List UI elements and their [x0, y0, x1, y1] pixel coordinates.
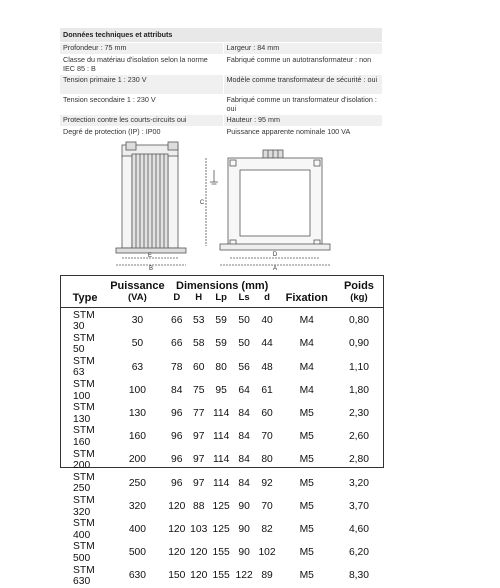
attribute-cell: Fabriqué comme un transformateur d'isolation : oui: [223, 95, 382, 115]
cell-poids: 0,90: [348, 338, 369, 350]
cell-type: STM 200: [73, 448, 95, 472]
cell-type: STM 50: [73, 332, 95, 356]
cell-poids: 8,30: [348, 570, 369, 582]
cell-dim-lp: 59: [215, 338, 227, 350]
table-row: [61, 425, 383, 448]
cell-puissance: 320: [128, 500, 147, 512]
table-row: [61, 565, 383, 588]
attribute-cell: Degré de protection (IP) : IP00: [60, 127, 223, 139]
cell-poids: 2,30: [348, 408, 369, 420]
cell-fixation: M4: [299, 384, 314, 396]
cell-dim-d-small: 70: [261, 500, 273, 512]
table-row: [61, 518, 383, 541]
cell-dim-d-small: 92: [261, 477, 273, 489]
cell-dim-ls: 56: [238, 361, 250, 373]
header-dim-ls: Ls: [238, 292, 250, 303]
cell-fixation: M4: [299, 361, 314, 373]
cell-dim-ls: 50: [238, 315, 250, 327]
cell-dim-h: 97: [192, 454, 205, 466]
cell-dim-d: 96: [171, 408, 183, 420]
cell-type: STM 500: [73, 541, 95, 564]
header-puissance: Puissance: [110, 280, 165, 292]
table-row: [61, 449, 383, 472]
cell-type: STM 130: [73, 402, 95, 425]
cell-fixation: M5: [299, 477, 314, 489]
header-puissance-unit: (VA): [128, 292, 147, 303]
attribute-cell: Classe du matériau d'isolation selon la norme IEC 85 : B: [60, 55, 223, 75]
cell-dim-lp: 114: [212, 477, 230, 489]
spec-table-body: [61, 307, 383, 588]
attribute-cell: Hauteur : 95 mm: [223, 115, 382, 127]
header-dim-h: H: [195, 292, 203, 303]
attribute-cell: Protection contre les courts-circuits oui: [60, 115, 223, 127]
cell-dim-d-small: 89: [261, 570, 273, 582]
cell-type: STM 400: [73, 518, 95, 541]
cell-dim-lp: 155: [212, 570, 230, 582]
cell-dim-h: 53: [192, 315, 205, 327]
cell-dim-d: 120: [168, 547, 186, 559]
cell-dim-lp: 80: [215, 361, 227, 373]
spec-table-container: [60, 275, 384, 588]
cell-poids: 2,80: [348, 454, 369, 466]
dimension-label-b: B: [148, 266, 154, 272]
cell-dim-ls: 84: [238, 477, 250, 489]
cell-puissance: 400: [128, 523, 147, 535]
cell-type: STM 63: [73, 355, 95, 379]
cell-dim-d: 96: [171, 431, 183, 443]
side-view-drawing: [116, 142, 186, 265]
cell-fixation: M5: [299, 454, 314, 466]
cell-dim-d: 66: [171, 315, 183, 327]
cell-puissance: 100: [128, 384, 147, 396]
cell-dim-d-small: 70: [261, 431, 273, 443]
header-dim-d-small: d: [264, 292, 270, 303]
cell-puissance: 50: [131, 338, 144, 350]
cell-poids: 1,80: [348, 384, 369, 396]
cell-dim-d: 66: [171, 338, 183, 350]
cell-fixation: M5: [299, 547, 314, 559]
cell-puissance: 160: [128, 431, 147, 443]
header-dimensions: Dimensions (mm): [176, 280, 269, 292]
cell-poids: 6,20: [348, 547, 369, 559]
cell-type: STM 630: [73, 564, 95, 588]
cell-dim-h: 97: [192, 431, 205, 443]
cell-dim-h: 75: [192, 384, 205, 396]
cell-dim-ls: 84: [238, 431, 250, 443]
attribute-cell: Largeur : 84 mm: [223, 43, 382, 55]
header-dim-d: D: [173, 292, 181, 303]
table-row: [61, 356, 383, 379]
cell-dim-ls: 64: [238, 384, 250, 396]
cell-dim-d-small: 80: [261, 454, 273, 466]
attribute-cell: Tension primaire 1 : 230 V: [60, 75, 223, 95]
cell-dim-lp: 114: [212, 408, 230, 420]
dimension-label-e: E: [147, 253, 153, 259]
cell-dim-lp: 95: [215, 384, 227, 396]
header-poids: Poids: [343, 280, 374, 292]
cell-fixation: M5: [299, 431, 314, 443]
cell-dim-h: 120: [190, 547, 208, 559]
cell-dim-h: 103: [190, 523, 208, 535]
table-row: [61, 541, 383, 564]
cell-dim-h: 58: [192, 338, 205, 350]
cell-puissance: 500: [128, 547, 147, 559]
cell-poids: 3,70: [348, 500, 369, 512]
transformer-drawings: [108, 140, 338, 270]
cell-dim-ls: 90: [238, 500, 250, 512]
cell-puissance: 30: [131, 315, 144, 327]
cell-type: STM 320: [73, 495, 95, 518]
cell-dim-h: 60: [192, 361, 205, 373]
cell-dim-d: 150: [168, 570, 186, 582]
dimension-label-a: A: [272, 266, 278, 272]
table-row: [61, 333, 383, 356]
attribute-row: [60, 55, 382, 75]
cell-dim-lp: 125: [212, 523, 230, 535]
attribute-cell: Fabriqué comme un autotransformateur : non: [223, 55, 382, 75]
attribute-cell: Modèle comme transformateur de sécurité : oui: [223, 75, 382, 95]
front-view-drawing: [206, 150, 330, 265]
cell-puissance: 250: [128, 477, 147, 489]
cell-fixation: M4: [299, 315, 314, 327]
cell-puissance: 63: [131, 361, 144, 373]
dimension-label-d: D: [272, 252, 278, 258]
attribute-row: [60, 115, 382, 127]
attribute-row: [60, 75, 382, 95]
cell-dim-d-small: 44: [261, 338, 273, 350]
table-row: [61, 402, 383, 425]
cell-dim-d-small: 48: [261, 361, 273, 373]
attribute-cell: Tension secondaire 1 : 230 V: [60, 95, 223, 115]
cell-type: STM 250: [73, 471, 95, 495]
header-type: Type: [72, 292, 98, 304]
cell-poids: 2,60: [348, 431, 369, 443]
header-dim-lp: Lp: [215, 292, 227, 303]
cell-poids: 4,60: [348, 523, 369, 535]
cell-fixation: M5: [299, 408, 314, 420]
cell-type: STM 100: [73, 379, 95, 402]
cell-dim-h: 77: [192, 408, 205, 420]
cell-dim-d-small: 60: [261, 408, 273, 420]
table-row: [61, 495, 383, 518]
cell-dim-d: 96: [171, 477, 183, 489]
cell-dim-ls: 84: [238, 454, 250, 466]
cell-puissance: 200: [128, 454, 147, 466]
attributes-title: Données techniques et attributs: [60, 28, 382, 43]
cell-dim-d-small: 40: [261, 315, 273, 327]
cell-fixation: M5: [299, 500, 314, 512]
cell-dim-d: 120: [168, 523, 186, 535]
cell-dim-ls: 122: [235, 570, 253, 582]
cell-poids: 3,20: [348, 477, 369, 489]
cell-dim-d-small: 82: [261, 523, 273, 535]
cell-dim-ls: 84: [238, 408, 250, 420]
cell-fixation: M5: [299, 523, 314, 535]
cell-type: STM 160: [73, 425, 95, 449]
cell-puissance: 130: [128, 408, 147, 420]
attribute-cell: Puissance apparente nominale 100 VA: [223, 127, 382, 139]
cell-dim-lp: 59: [215, 315, 227, 327]
cell-dim-h: 120: [190, 570, 208, 582]
cell-dim-d-small: 61: [261, 384, 273, 396]
cell-dim-d: 84: [171, 384, 183, 396]
table-row: [61, 307, 383, 333]
cell-dim-ls: 90: [238, 523, 250, 535]
cell-dim-d: 120: [168, 500, 186, 512]
header-poids-unit: (kg): [350, 292, 368, 303]
spec-table: [61, 276, 383, 588]
cell-fixation: M5: [299, 570, 314, 582]
cell-dim-d-small: 102: [258, 547, 276, 559]
cell-fixation: M4: [299, 338, 314, 350]
dimension-label-c: C: [199, 200, 205, 206]
attribute-row: [60, 43, 382, 55]
cell-dim-d: 96: [171, 454, 183, 466]
cell-poids: 1,10: [348, 361, 369, 373]
attribute-cell: Profondeur : 75 mm: [60, 43, 223, 55]
cell-dim-h: 97: [192, 477, 205, 489]
table-row: [61, 379, 383, 402]
cell-dim-h: 88: [192, 500, 205, 512]
cell-dim-lp: 125: [212, 500, 230, 512]
cell-dim-lp: 114: [212, 454, 230, 466]
attribute-row: [60, 127, 382, 139]
cell-puissance: 630: [128, 570, 147, 582]
cell-poids: 0,80: [348, 315, 369, 327]
table-row: [61, 472, 383, 495]
header-fixation: Fixation: [285, 292, 328, 304]
cell-dim-lp: 114: [212, 431, 230, 443]
cell-dim-d: 78: [171, 361, 183, 373]
cell-dim-ls: 90: [238, 547, 250, 559]
attributes-table: [60, 27, 382, 139]
cell-dim-lp: 155: [212, 547, 230, 559]
cell-type: STM 30: [73, 309, 95, 333]
attribute-row: [60, 95, 382, 115]
cell-dim-ls: 50: [238, 338, 250, 350]
